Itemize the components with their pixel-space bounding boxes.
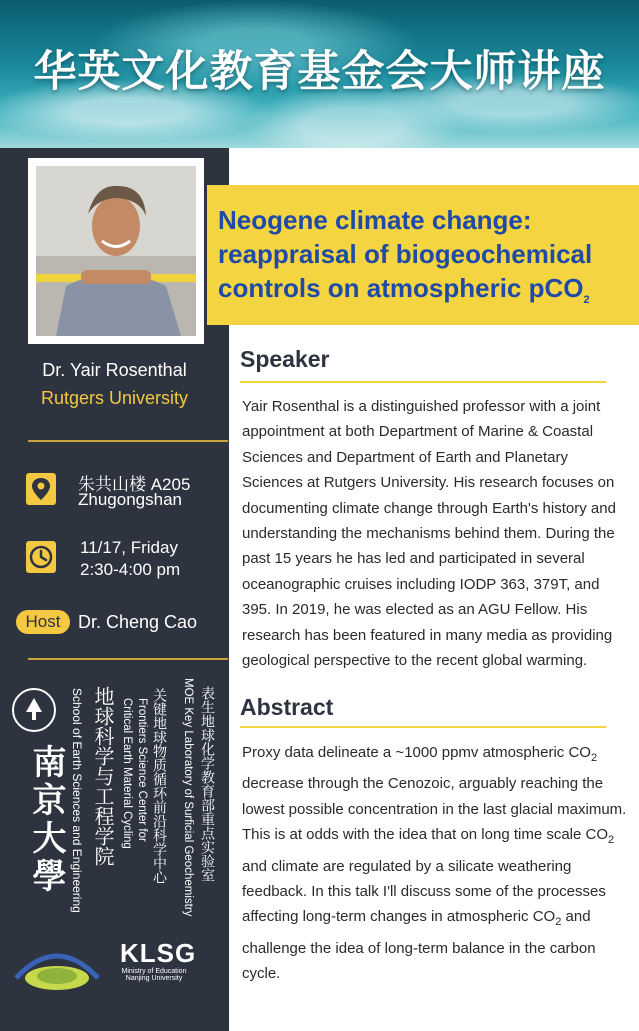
co2-subscript: 2 — [555, 916, 562, 929]
nju-seal-logo — [12, 688, 56, 732]
host-badge: Host — [16, 610, 70, 634]
speaker-photo — [36, 166, 196, 336]
speaker-bio: Yair Rosenthal is a distinguished professor with a joint appointment at both Department of Marine & Coastal Sciences and Department of Earth and Planetary Sciences at Rutgers University. His research focuses on documenting climate change through Earth's history and understanding the mechanisms behind them. During the past 15 years he has led and participated in several oceanographic cruises including IODP 363, 379T, and 395. In 2019, he was elected as an AGU Fellow. His research has been featured in many media as providing geological perspective to the recent global warming. — [242, 398, 616, 670]
nju-calligraphy: 南京大學 — [26, 744, 66, 896]
klsg-ministry: Ministry of Education — [121, 968, 187, 975]
abstract-part-2: decrease through the Cenozoic, arguably reaching the lowest possible concentration in the last glacial maximum. This is at odds with the idea that on long time scale CO — [242, 775, 627, 844]
abstract-text — [242, 740, 632, 987]
location-room: 朱共山楼 A205 — [78, 475, 191, 494]
abstract-heading-underline — [240, 726, 606, 728]
school-name-cn: 地球科学与工程学院 — [91, 686, 113, 866]
talk-title-line-3: controls on atmospheric pCO — [218, 273, 584, 303]
event-time: 2:30-4:00 pm — [80, 560, 181, 579]
key-lab-en: MOE Key Laboratory of Surficial Geochemistry — [182, 678, 194, 917]
talk-title-line-1: Neogene climate change: — [218, 205, 532, 235]
speaker-heading: Speaker — [240, 346, 330, 372]
clock-icon — [26, 541, 56, 573]
abstract-part-4: and challenge the idea of long-term balance in the carbon cycle. — [242, 908, 596, 983]
klsg-logo-text: KLSG — [120, 938, 197, 968]
school-name-en: School of Earth Sciences and Engineering — [70, 688, 84, 913]
sidebar-divider — [28, 440, 228, 442]
banner-title: 华英文化教育基金会大师讲座 — [33, 47, 606, 97]
co2-subscript: 2 — [590, 752, 598, 764]
speaker-name: Dr. Yair Rosenthal — [42, 360, 187, 380]
key-lab-cn: 表生地球化学教育部重点实验室 — [200, 686, 216, 882]
location-building: Zhugongshan — [78, 490, 182, 509]
abstract-part-3: and climate are regulated by a silicate weathering feedback. In this talk I'll discuss some of the processes affecting long-term changes in atmospheric CO — [242, 857, 606, 926]
frontiers-center-cn: 关键地球物质循环前沿科学中心 — [152, 688, 168, 884]
co2-subscript: 2 — [608, 834, 615, 847]
frontiers-center-en-1: Frontiers Science Center for — [136, 698, 148, 842]
event-date: 11/17, Friday — [80, 538, 178, 557]
host-name: Dr. Cheng Cao — [78, 612, 198, 632]
sidebar — [0, 148, 229, 1031]
banner — [0, 0, 639, 148]
abstract-heading: Abstract — [240, 694, 334, 720]
sidebar-divider — [28, 658, 228, 660]
abstract-part-1: Proxy data delineate a ~1000 ppmv atmospheric CO — [242, 744, 591, 761]
speaker-heading-underline — [240, 381, 606, 383]
earth-school-logo — [12, 938, 102, 992]
talk-title-line-2: reappraisal of biogeochemical — [218, 239, 593, 269]
klsg-logo — [120, 938, 214, 998]
talk-title — [218, 203, 638, 317]
talk-title-subscript: 2 — [583, 294, 590, 307]
frontiers-center-en-2: Critical Earth Material Cycling — [121, 698, 133, 849]
klsg-university: Nanjing University — [125, 975, 183, 982]
speaker-photo-frame — [28, 158, 204, 344]
speaker-affiliation: Rutgers University — [40, 388, 189, 408]
location-pin-icon — [26, 473, 56, 505]
